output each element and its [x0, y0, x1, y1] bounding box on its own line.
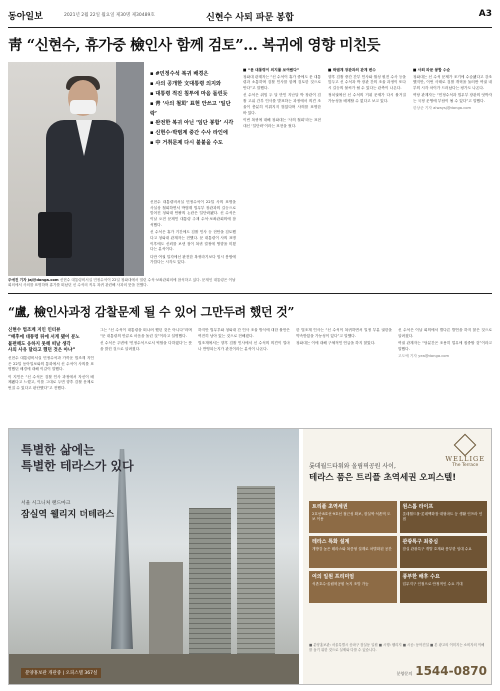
photo-credit: 주애진 기자 jaj@donga.com: [8, 278, 59, 282]
issue-date: 2021년 2월 22일 월요일 제30명 제30489호: [64, 13, 155, 18]
article-paragraph: 그는 “신 수석이 대통령을 떠나려 했던 것은 아니다”라며 “문 대통령의 만류로 마음을 돌린 것”이라고 설명했다.: [100, 328, 192, 338]
article-paragraph: 이번 복귀에 대해 청와대는 ‘사의 철회’라는 표현 대신 ‘일단락’이라는 표현을 썼다.: [243, 117, 321, 128]
subhead-line: ▪ 대통령 적진 침투에 마음 돌린듯: [150, 90, 236, 100]
ad-property-name: 잠실역 웰리지 더테라스: [21, 510, 115, 520]
ad-phone-label: 분양문의: [396, 671, 413, 676]
article-subheading: ■ “문 대통령이 의지를 보여줬다”: [243, 68, 300, 72]
kicker-line: “배후에 대통령 뒤에 서게 됐어 분노: [8, 334, 80, 340]
brand-name: WELLIGE: [445, 455, 485, 463]
article-paragraph: 신 수석은 이날 회의에서 별다른 발언을 하지 않은 것으로 알려졌다.: [398, 328, 492, 338]
ad-footer-tag: 분양홍보관 개관중 | 오피스텔 367실: [21, 668, 101, 678]
article-paragraph: 정치권에선 신 수석의 거취 문제가 다시 불거질 가능성을 배제할 수 없다고 보고 있다.: [328, 93, 406, 104]
ad-feature-title: 트리플 초역세권: [312, 504, 348, 510]
ad-info-heading-2: 테라스 품은 트리플 초역세권 오피스텔!: [309, 473, 457, 483]
main-photo: [8, 62, 144, 276]
ad-feature-title: 여의 일원 프리미엄: [312, 574, 355, 580]
ad-feature: [309, 571, 397, 603]
ad-info-heading-1: 롯데월드타워와 올림픽공원 사이,: [309, 463, 396, 470]
ad-phone: [397, 664, 487, 678]
subhead-line: ▪ 靑 ‘사의 철회’ 표현 안쓰고 ‘일단락’: [150, 100, 236, 120]
kicker-line: 불편해도 응하지 못해 떠날 생각: [8, 341, 71, 347]
article-subheading: ■ 사퇴 파문 봉합 수순: [413, 68, 451, 72]
ad-feature-text: 개방감 높은 테라스와 복층형 설계로 차별화된 공간: [312, 547, 392, 551]
subhead-line: ▪ 中 거취문제 다시 불붙을 수도: [150, 139, 236, 149]
subhead-line: ▪ #민정수석 복귀 배경은: [150, 70, 236, 80]
brand-logo-icon: [454, 434, 477, 457]
ad-feature-text: 석촌호수·올림픽공원 녹지 조망 가능: [312, 582, 369, 586]
article-paragraph: 청와대 관계자는 “신 수석이 휴가 중에도 문 대통령과 소통하며 검찰 인사를 함께 검토한 것으로 안다”고 말했다.: [243, 74, 321, 91]
ad-feature-grid: [309, 501, 487, 603]
subhead-line: ▪ 신현수·박범계 중간 수사 라인에: [150, 129, 236, 139]
ad-feature-text: 잠실 관광특구 개발 호재와 풍부한 임대 수요: [402, 547, 472, 551]
ad-feature-title: 테라스 특화 설계: [312, 539, 350, 545]
second-column-1: [8, 356, 94, 422]
ad-feature-title: 풍부한 배후 수요: [402, 574, 440, 580]
page-number: A3: [478, 9, 492, 19]
second-column-2: [100, 328, 192, 422]
ad-feature: [400, 501, 488, 533]
ad-brand: [445, 437, 485, 468]
ad-feature-title: 관광특구 최중심: [402, 539, 439, 545]
article-column-2: [243, 66, 321, 288]
article-column-3: [328, 66, 406, 288]
byline: 한상준 기자 alwaysj@donga.com: [413, 106, 472, 111]
article-paragraph: 신 수석은 주변에 ‘민정수석으로서 역할을 다하겠다’는 뜻을 밝힌 것으로 알려졌다.: [100, 340, 192, 351]
article-paragraph: 신현수 대통령비서실 민정수석과 가까운 법조계 지인은 22일 동아일보와의 통화에서 신 수석이 사의를 표명했던 배경에 대해 이같이 말했다.: [8, 356, 94, 372]
article-paragraph: 청와대는 신 수석 문제가 조기에 수습됐다고 강조했지만, 이번 사태로 검찰 개혁을 둘러싼 여권 내부의 시각 차이가 드러났다는 평가도 나온다.: [413, 74, 492, 91]
article-paragraph: 법조계에서는 향후 검찰 인사에서 신 수석의 의견이 얼마나 반영되는지가 관건이라는 분석이 나온다.: [198, 340, 290, 351]
ad-feature: [309, 501, 397, 533]
newspaper-logo: 동아일보: [8, 12, 43, 22]
ad-headline-line: 특별한 삶에는: [21, 443, 95, 457]
subhead-line: ▪ 완전한 복귀 아닌 ‘임단 봉합’ 시각: [150, 119, 236, 129]
ad-info-panel: [303, 429, 492, 685]
section-title: 신현수 사퇴 파문 봉합: [206, 13, 294, 23]
article-paragraph: 하지만 법무부와 청와대 간 인사 조율 방식에 대한 불만은 여전히 남아 있는 것으로 전해졌다.: [198, 328, 290, 338]
second-headline: “盧, 檢인사과정 감찰문제 될 수 있어 그만두려 했던 것”: [8, 305, 295, 319]
kicker-line: 신현수 법조계 지인 인터뷰: [8, 328, 61, 333]
ad-feature: [309, 536, 397, 568]
brand-subtitle: The Terrace: [452, 463, 479, 468]
ad-feature-text: 업무지구 인접으로 안정적인 수요 기대: [402, 582, 463, 586]
page-header: [8, 6, 492, 28]
article-paragraph: 청와대는 이에 대해 구체적인 언급을 하지 않았다.: [296, 340, 376, 345]
ad-feature: [400, 571, 488, 603]
article-paragraph: 신 수석은 취임 두 달 만인 지난달 박 장관이 검찰 고위 간부 인사를 발표하는 과정에서 의견 조율이 충분히 이뤄지지 않았다며 사의를 표명한 바 있다.: [243, 93, 321, 115]
ad-feature-text: 2호선·8호선·9호선 접근성 확보, 잠실역·석촌역 도보 이용: [312, 512, 391, 522]
article-column-4: [413, 66, 492, 288]
ad-phone-number: 1544-0870: [415, 664, 487, 678]
subhead-line: ▪ 사의 공개한 文대통령 의지와: [150, 80, 236, 90]
ad-headline: [21, 443, 134, 474]
article-paragraph: 신현수 대통령비서실 민정수석이 22일 사의 표명을 사실상 철회하면서 박범계 법무부 장관과의 갈등으로 빚어진 청와대 안팎의 논란은 일단락됐다. 신 수석은 이날 오전 문재인 대통령 주재 수석·보좌관회의에 참석했다.: [150, 200, 236, 227]
article-paragraph: 여당 관계자는 “민정수석과 법무부 장관의 엇박자는 국정 운영에 부담이 될 수 있다”고 말했다.: [413, 93, 492, 104]
article-column-1: [150, 200, 236, 286]
photo-caption-text: 신현수 대통령비서실 민정수석이 22일 청와대에서 열린 수석·보좌관회의에 참석하고 있다. 문재인 대통령은 이날 회의에서 사의를 표명하며 휴가를 떠났던 신 수석의 직무 복귀 관련해 사과의 뜻을 전했다.: [8, 278, 236, 288]
ad-subtitle: 서울 시그니처 랜드마크: [21, 501, 71, 506]
article-paragraph: 다만 여권 일각에선 완전한 복귀라기보다 임시 봉합에 가깝다는 시각도 있다.: [150, 254, 236, 265]
ad-feature-text: 롯데월드몰·롯데백화점·대형마트 등 생활 인프라 인접: [402, 512, 483, 522]
section-divider: [8, 293, 492, 294]
second-column-3: [198, 328, 290, 422]
kicker-line: 사의 사유 달라고 했던 것은 아냐”: [8, 348, 76, 354]
article-paragraph: 이 지인은 “신 수석은 검찰 인사 과정에서 자신이 배제됐다고 느꼈고, 이를 그대로 두면 향후 감찰 문제로 번질 수 있다고 판단했다”고 전했다.: [8, 374, 94, 391]
second-kicker: [8, 328, 94, 355]
article-subheading: ■ 박범계 장관과의 관계 변수: [328, 68, 376, 72]
second-column-4: [296, 328, 392, 422]
article-paragraph: 향후 검찰 중간 간부 인사와 월성 원전 수사 등을 앞두고 신 수석과 박 장관 간의 조율 과정이 또다시 갈등의 불씨가 될 수 있다는 관측이 나온다.: [328, 74, 406, 91]
byline: 고도예 기자 yea@donga.com: [398, 353, 450, 358]
main-headline: 靑 “신현수, 휴가중 檢인사 함께 검토”… 복귀에 영향 미친듯: [8, 37, 381, 54]
ad-feature-title: 원스톱 라이프: [402, 504, 434, 510]
second-column-5: [398, 328, 492, 422]
advertisement: [8, 428, 492, 685]
subheads: [150, 70, 236, 149]
article-paragraph: 한 법조계 인사는 “신 수석이 복귀하면서 일정 부분 권한을 약속받았을 가능성이 있다”고 말했다.: [296, 328, 392, 338]
article-paragraph: 여권 관계자는 “당분간은 조용히 업무에 집중할 것”이라고 말했다.: [398, 340, 492, 351]
ad-feature: [400, 536, 488, 568]
article-paragraph: 신 수석은 휴가 기간에도 검찰 인사 등 현안을 검토했다고 청와대 관계자는 전했다. 문 대통령이 사의 표명 이후에도 신뢰를 보낸 점이 복귀 결정에 영향을 미쳤다는 분석이다.: [150, 230, 236, 252]
ad-legal-text: ■ 분양홍보관: 서울특별시 송파구 잠실동 일원 ■ 시행: 웰리지 ■ 시공: 동아건설 ■ 본 광고의 이미지는 소비자의 이해를 돕기 위한 것으로 실제와 다를 수 있습니다.: [309, 643, 485, 652]
ad-headline-line: 특별한 테라스가 있다: [21, 458, 134, 473]
